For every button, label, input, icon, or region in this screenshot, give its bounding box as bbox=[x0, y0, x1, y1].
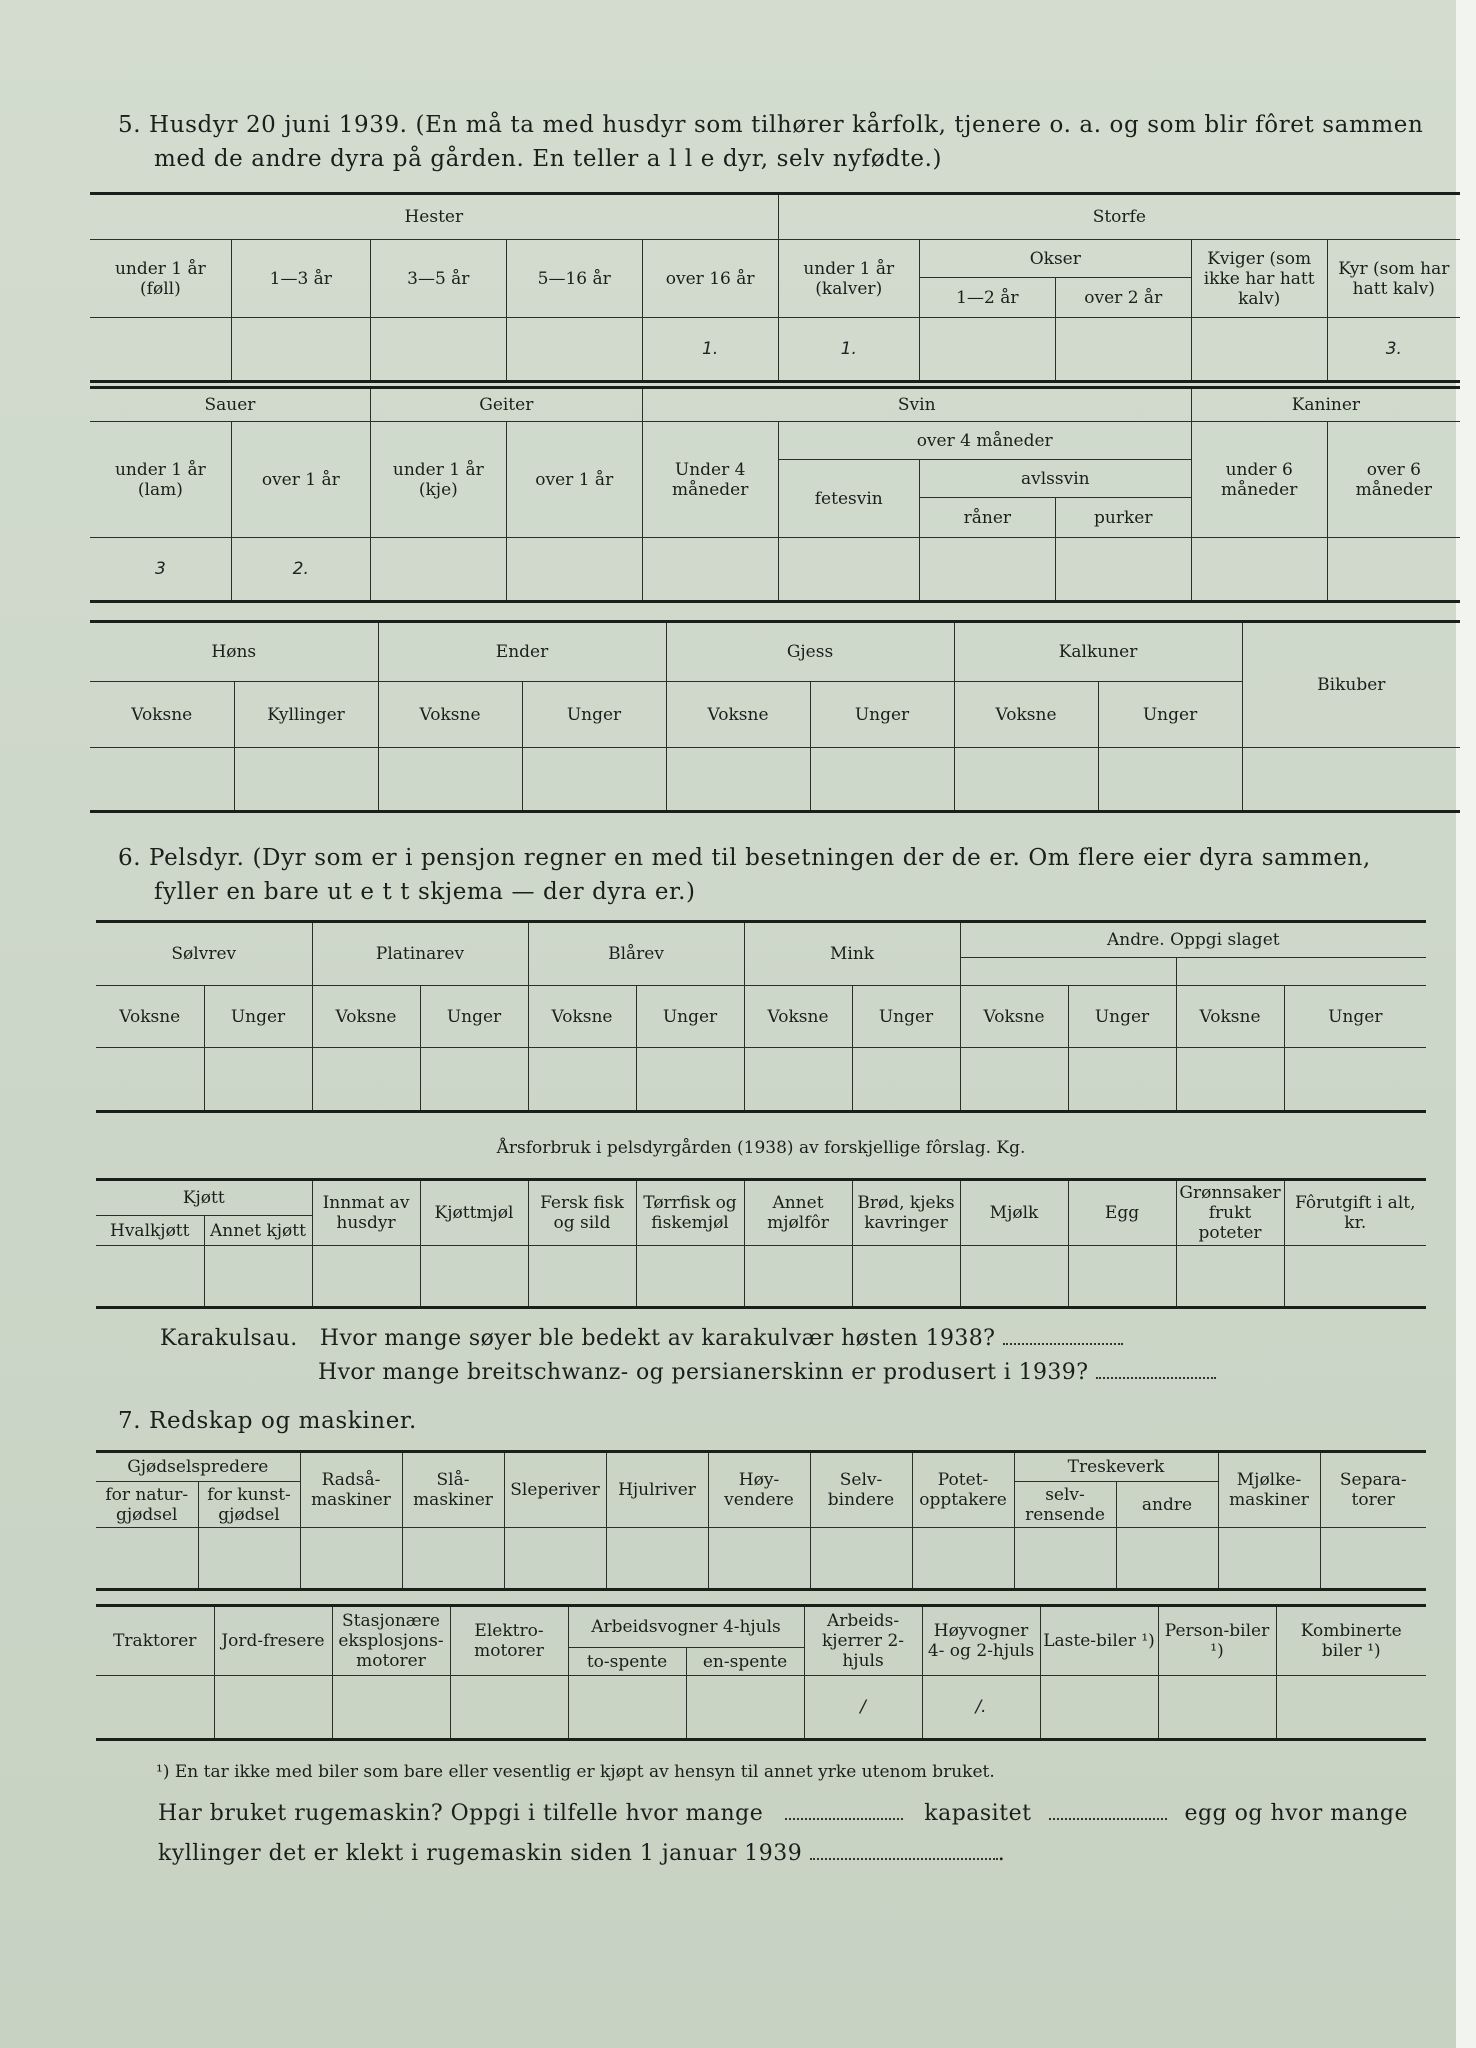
col-innmat: Innmat av husdyr bbox=[312, 1180, 420, 1246]
col-annet-kjott: Annet kjøtt bbox=[204, 1216, 312, 1246]
col-sau-over-1: over 1 år bbox=[231, 422, 370, 538]
cell-value[interactable]: /. bbox=[922, 1676, 1040, 1740]
col-okser-over-2: over 2 år bbox=[1055, 278, 1191, 318]
cell-value[interactable] bbox=[1176, 1048, 1284, 1112]
col-separatorer: Separa-torer bbox=[1320, 1452, 1426, 1528]
egg-label: egg og hvor mange bbox=[1184, 1801, 1409, 1826]
header-kaniner: Kaniner bbox=[1191, 388, 1460, 422]
cell-value[interactable] bbox=[1242, 748, 1460, 812]
rugemaskin-block bbox=[158, 1794, 1408, 1874]
cell-value[interactable] bbox=[1284, 1246, 1426, 1308]
col-kunstgjodsel: for kunst-gjødsel bbox=[198, 1482, 300, 1528]
col-voksne: Voksne bbox=[960, 986, 1068, 1048]
karakul-question-2: Hvor mange breitschwanz- og persianerskinn er produsert i 1939? bbox=[318, 1360, 1089, 1385]
cell-value[interactable]: 3. bbox=[1327, 318, 1460, 382]
cell-value[interactable] bbox=[1098, 748, 1242, 812]
cell-value[interactable] bbox=[708, 1528, 810, 1590]
header-kjott: Kjøtt bbox=[96, 1180, 312, 1216]
table-forforbruk bbox=[96, 1178, 1426, 1309]
col-andre: andre bbox=[1116, 1482, 1218, 1528]
col-lastebiler: Laste-biler ¹) bbox=[1040, 1606, 1158, 1676]
col-voksne: Voksne bbox=[96, 986, 204, 1048]
col-5-16: 5—16 år bbox=[506, 240, 642, 318]
header-hester: Hester bbox=[90, 194, 778, 240]
cell-value[interactable] bbox=[198, 1528, 300, 1590]
cell-value[interactable] bbox=[370, 538, 506, 602]
cell-value[interactable] bbox=[312, 1048, 420, 1112]
cell-value[interactable] bbox=[852, 1246, 960, 1308]
cell-value[interactable] bbox=[420, 1246, 528, 1308]
header-okser: Okser bbox=[919, 240, 1191, 278]
header-mink: Mink bbox=[744, 922, 960, 986]
col-kalver: under 1 år (kalver) bbox=[778, 240, 919, 318]
header-geiter: Geiter bbox=[370, 388, 642, 422]
cell-value[interactable] bbox=[504, 1528, 606, 1590]
kapasitet-label: kapasitet bbox=[924, 1801, 1032, 1826]
col-gjess-voksne: Voksne bbox=[666, 682, 810, 748]
cell-value[interactable] bbox=[1284, 1048, 1426, 1112]
cell-value[interactable] bbox=[204, 1048, 312, 1112]
rugemaskin-question: Har bruket rugemaskin? Oppgi i tilfelle hvor mange bbox=[158, 1801, 764, 1826]
header-sauer: Sauer bbox=[90, 388, 370, 422]
col-torrfisk: Tørrfisk og fiskemjøl bbox=[636, 1180, 744, 1246]
section-7-title: 7. Redskap og maskiner. bbox=[118, 1408, 417, 1434]
cell-value[interactable] bbox=[636, 1048, 744, 1112]
section-6-line1: 6. Pelsdyr. (Dyr som er i pensjon regner en med til besetningen der de er. Om flere eier dyra sammen, bbox=[118, 845, 1371, 871]
cell-value[interactable] bbox=[231, 318, 370, 382]
col-annet-mjolfor: Annet mjølfôr bbox=[744, 1180, 852, 1246]
cell-value[interactable] bbox=[1055, 538, 1191, 602]
cell-value[interactable] bbox=[402, 1528, 504, 1590]
col-jordfresere: Jord-freserе bbox=[214, 1606, 332, 1676]
cell-value[interactable]: 3 bbox=[90, 538, 231, 602]
table-kjoretoy bbox=[96, 1604, 1426, 1741]
col-mjolkemaskiner: Mjølke-maskiner bbox=[1218, 1452, 1320, 1528]
cell-value[interactable] bbox=[568, 1676, 686, 1740]
col-unger: Unger bbox=[420, 986, 528, 1048]
cell-value[interactable] bbox=[300, 1528, 402, 1590]
header-hons: Høns bbox=[90, 622, 378, 682]
cell-value[interactable] bbox=[96, 1246, 204, 1308]
cell-value[interactable] bbox=[96, 1048, 204, 1112]
section-6-line2: fyller en bare ut e t t skjema — der dyra er.) bbox=[154, 879, 696, 905]
cell-value[interactable] bbox=[919, 538, 1055, 602]
header-treskeverk: Treskeverk bbox=[1014, 1452, 1218, 1482]
cell-value[interactable] bbox=[954, 748, 1098, 812]
cell-value[interactable] bbox=[90, 748, 234, 812]
footnote: ¹) En tar ikke med biler som bare eller vesentlig er kjøpt av hensyn til annet yrke utenom bruket. bbox=[156, 1762, 995, 1782]
col-ender-unger: Unger bbox=[522, 682, 666, 748]
col-forutgift: Fôrutgift i alt, kr. bbox=[1284, 1180, 1426, 1246]
cell-value[interactable]: 1. bbox=[642, 318, 778, 382]
col-fersk-fisk: Fersk fisk og sild bbox=[528, 1180, 636, 1246]
karakul-answer-2[interactable] bbox=[1096, 1363, 1216, 1379]
header-gjess: Gjess bbox=[666, 622, 954, 682]
kapasitet-value[interactable] bbox=[1049, 1804, 1167, 1820]
cell-value[interactable] bbox=[506, 538, 642, 602]
col-personbiler: Person-biler ¹) bbox=[1158, 1606, 1276, 1676]
col-1-3: 1—3 år bbox=[231, 240, 370, 318]
col-foll: under 1 år (føll) bbox=[90, 240, 231, 318]
col-voksne: Voksne bbox=[528, 986, 636, 1048]
col-unger: Unger bbox=[636, 986, 744, 1048]
header-avlssvin: avlssvin bbox=[919, 460, 1191, 498]
col-ender-voksne: Voksne bbox=[378, 682, 522, 748]
col-stasjonaere-motorer: Stasjonære eksplosjons-motorer bbox=[332, 1606, 450, 1676]
header-platinarev: Platinarev bbox=[312, 922, 528, 986]
header-andre: Andre. Oppgi slaget bbox=[960, 922, 1426, 958]
cell-value[interactable] bbox=[332, 1676, 450, 1740]
cell-value[interactable] bbox=[1040, 1676, 1158, 1740]
karakul-answer-1[interactable] bbox=[1003, 1329, 1123, 1345]
cell-value[interactable] bbox=[90, 318, 231, 382]
cell-value[interactable] bbox=[642, 538, 778, 602]
cell-value[interactable] bbox=[919, 318, 1055, 382]
cell-value[interactable] bbox=[370, 318, 506, 382]
table-pelsdyr bbox=[96, 920, 1426, 1113]
cell-value[interactable] bbox=[528, 1246, 636, 1308]
col-potetopptakere: Potet-opptakere bbox=[912, 1452, 1014, 1528]
cell-value[interactable] bbox=[606, 1528, 708, 1590]
col-brod: Brød, kjeks kavringer bbox=[852, 1180, 960, 1246]
cell-value[interactable] bbox=[960, 1246, 1068, 1308]
cell-value[interactable] bbox=[1218, 1528, 1320, 1590]
kyllinger-end: . bbox=[997, 1841, 1006, 1866]
cell-value[interactable] bbox=[686, 1676, 804, 1740]
col-over-16: over 16 år bbox=[642, 240, 778, 318]
cell-value[interactable] bbox=[852, 1048, 960, 1112]
col-selvrensende: selv-rensende bbox=[1014, 1482, 1116, 1528]
table-maskiner bbox=[96, 1450, 1426, 1591]
col-naturgjodsel: for natur-gjødsel bbox=[96, 1482, 198, 1528]
cell-value[interactable] bbox=[810, 1528, 912, 1590]
col-fetesvin: fetesvin bbox=[778, 460, 919, 538]
header-svin: Svin bbox=[642, 388, 1191, 422]
cell-value[interactable]: / bbox=[804, 1676, 922, 1740]
cell-value[interactable] bbox=[1320, 1528, 1426, 1590]
col-geit-over-1: over 1 år bbox=[506, 422, 642, 538]
col-hons-voksne: Voksne bbox=[90, 682, 234, 748]
cell-value[interactable] bbox=[1014, 1528, 1116, 1590]
cell-value[interactable] bbox=[214, 1676, 332, 1740]
col-svin-under-4: Under 4 måneder bbox=[642, 422, 778, 538]
cell-value[interactable] bbox=[744, 1246, 852, 1308]
cell-value[interactable]: 2. bbox=[231, 538, 370, 602]
cell-value[interactable] bbox=[778, 538, 919, 602]
cell-value[interactable] bbox=[312, 1246, 420, 1308]
col-gronnsaker: Grønnsaker frukt poteter bbox=[1176, 1180, 1284, 1246]
col-purker: purker bbox=[1055, 498, 1191, 538]
cell-value[interactable] bbox=[666, 748, 810, 812]
col-hoyvogner: Høyvogner 4- og 2-hjuls bbox=[922, 1606, 1040, 1676]
col-mjolk: Mjølk bbox=[960, 1180, 1068, 1246]
col-hons-kyllinger: Kyllinger bbox=[234, 682, 378, 748]
cell-value[interactable] bbox=[636, 1246, 744, 1308]
cell-value[interactable] bbox=[378, 748, 522, 812]
cell-value[interactable] bbox=[204, 1246, 312, 1308]
cell-value[interactable] bbox=[1191, 318, 1327, 382]
cell-value[interactable] bbox=[506, 318, 642, 382]
col-voksne: Voksne bbox=[1176, 986, 1284, 1048]
col-hjulriver: Hjulriver bbox=[606, 1452, 708, 1528]
cell-value[interactable] bbox=[420, 1048, 528, 1112]
col-unger: Unger bbox=[204, 986, 312, 1048]
col-kje: under 1 år (kje) bbox=[370, 422, 506, 538]
andre-slag-2[interactable] bbox=[1176, 958, 1426, 986]
header-ender: Ender bbox=[378, 622, 666, 682]
cell-value[interactable] bbox=[1055, 318, 1191, 382]
cell-value[interactable] bbox=[1158, 1676, 1276, 1740]
feed-title: Årsforbruk i pelsdyrgården (1938) av forskjellige fôrslag. Kg. bbox=[496, 1138, 1026, 1158]
col-unger: Unger bbox=[1284, 986, 1426, 1048]
kyllinger-value[interactable] bbox=[810, 1844, 998, 1860]
col-en-spente: en-spente bbox=[686, 1648, 804, 1676]
col-sleperiver: Sleperiver bbox=[504, 1452, 606, 1528]
col-egg: Egg bbox=[1068, 1180, 1176, 1246]
col-hoyvendere: Høy-vendere bbox=[708, 1452, 810, 1528]
cell-value[interactable] bbox=[744, 1048, 852, 1112]
table-fjorfe bbox=[90, 620, 1460, 813]
header-over-4-maneder: over 4 måneder bbox=[778, 422, 1191, 460]
col-kanin-over-6: over 6 måneder bbox=[1327, 422, 1460, 538]
cell-value[interactable] bbox=[810, 748, 954, 812]
section-6-heading bbox=[118, 841, 1371, 909]
karakul-label: Karakulsau. bbox=[160, 1326, 298, 1351]
col-slamaskiner: Slå-maskiner bbox=[402, 1452, 504, 1528]
cell-value[interactable] bbox=[96, 1528, 198, 1590]
col-kviger: Kviger (som ikke har hatt kalv) bbox=[1191, 240, 1327, 318]
cell-value[interactable] bbox=[234, 748, 378, 812]
header-gjodselspredere: Gjødselspredere bbox=[96, 1452, 300, 1482]
col-voksne: Voksne bbox=[312, 986, 420, 1048]
cell-value[interactable] bbox=[1068, 1246, 1176, 1308]
col-kanin-under-6: under 6 måneder bbox=[1191, 422, 1327, 538]
col-lam: under 1 år (lam) bbox=[90, 422, 231, 538]
col-kalkuner-unger: Unger bbox=[1098, 682, 1242, 748]
karakul-block bbox=[160, 1322, 1216, 1390]
section-5-line1: 5. Husdyr 20 juni 1939. (En må ta med husdyr som tilhører kårfolk, tjenere o. a. og som blir fôret sammen bbox=[118, 112, 1424, 138]
col-elektromotorer: Elektro-motorer bbox=[450, 1606, 568, 1676]
col-okser-1-2: 1—2 år bbox=[919, 278, 1055, 318]
cell-value[interactable] bbox=[1276, 1676, 1426, 1740]
col-gjess-unger: Unger bbox=[810, 682, 954, 748]
col-kalkuner-voksne: Voksne bbox=[954, 682, 1098, 748]
andre-slag-1[interactable] bbox=[960, 958, 1176, 986]
section-5-heading bbox=[118, 108, 1423, 176]
col-3-5: 3—5 år bbox=[370, 240, 506, 318]
table-hester-storfe bbox=[90, 192, 1460, 383]
cell-value[interactable] bbox=[450, 1676, 568, 1740]
cell-value[interactable] bbox=[1327, 538, 1460, 602]
cell-value[interactable] bbox=[528, 1048, 636, 1112]
cell-value[interactable]: 1. bbox=[778, 318, 919, 382]
cell-value[interactable] bbox=[96, 1676, 214, 1740]
cell-value[interactable] bbox=[1116, 1528, 1218, 1590]
col-selvbindere: Selv-bindere bbox=[810, 1452, 912, 1528]
col-bikuber: Bikuber bbox=[1242, 622, 1460, 748]
col-radsamaskiner: Radså-maskiner bbox=[300, 1452, 402, 1528]
karakul-question-1: Hvor mange søyer ble bedekt av karakulvær høsten 1938? bbox=[319, 1326, 996, 1351]
header-kalkuner: Kalkuner bbox=[954, 622, 1242, 682]
header-blarev: Blårev bbox=[528, 922, 744, 986]
cell-value[interactable] bbox=[522, 748, 666, 812]
col-kjottmjol: Kjøttmjøl bbox=[420, 1180, 528, 1246]
header-arbeidsvogner: Arbeidsvogner 4-hjuls bbox=[568, 1606, 804, 1648]
col-kyr: Kyr (som har hatt kalv) bbox=[1327, 240, 1460, 318]
cell-value[interactable] bbox=[1176, 1246, 1284, 1308]
table-sauer-geiter-svin-kaniner bbox=[90, 386, 1460, 603]
col-to-spente: to-spente bbox=[568, 1648, 686, 1676]
col-kombinerte-biler: Kombinerte biler ¹) bbox=[1276, 1606, 1426, 1676]
col-unger: Unger bbox=[852, 986, 960, 1048]
cell-value[interactable] bbox=[1191, 538, 1327, 602]
kyllinger-question: kyllinger det er klekt i rugemaskin siden 1 januar 1939 bbox=[158, 1841, 803, 1866]
col-unger: Unger bbox=[1068, 986, 1176, 1048]
col-voksne: Voksne bbox=[744, 986, 852, 1048]
header-solvrev: Sølvrev bbox=[96, 922, 312, 986]
header-storfe: Storfe bbox=[778, 194, 1460, 240]
cell-value[interactable] bbox=[960, 1048, 1068, 1112]
col-raner: råner bbox=[919, 498, 1055, 538]
col-traktorer: Traktorer bbox=[96, 1606, 214, 1676]
col-hvalkjott: Hvalkjøtt bbox=[96, 1216, 204, 1246]
col-arbeidskjerrer: Arbeids-kjerrer 2-hjuls bbox=[804, 1606, 922, 1676]
rugemaskin-count[interactable] bbox=[785, 1804, 903, 1820]
section-5-line2: med de andre dyra på gården. En teller a l l e dyr, selv nyfødte.) bbox=[154, 146, 943, 172]
cell-value[interactable] bbox=[912, 1528, 1014, 1590]
cell-value[interactable] bbox=[1068, 1048, 1176, 1112]
